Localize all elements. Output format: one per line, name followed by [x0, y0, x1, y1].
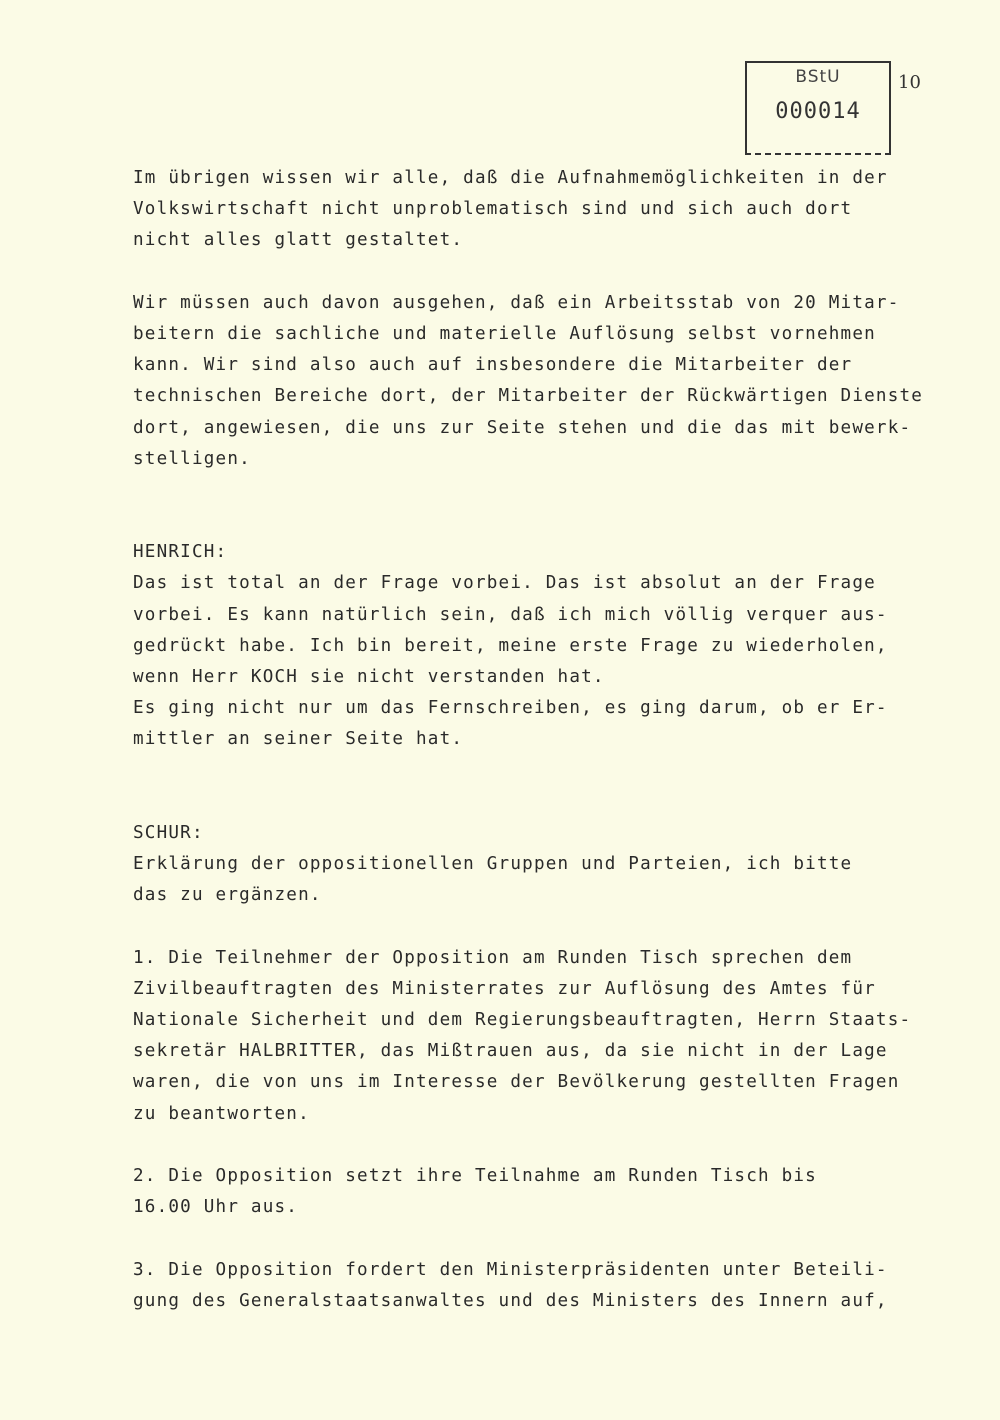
text-line: vorbei. Es kann natürlich sein, daß ich mich völlig verquer aus- — [133, 604, 888, 625]
text-line: Wir müssen auch davon ausgehen, daß ein Arbeitsstab von 20 Mitar- — [133, 292, 900, 313]
text-line: zu beantworten. — [133, 1103, 310, 1124]
document-body — [133, 163, 963, 1317]
text-line — [133, 912, 963, 943]
text-line: HENRICH: — [133, 542, 228, 563]
text-line: Zivilbeauftragten des Ministerrates zur Auflösung des Amtes für — [133, 978, 876, 999]
text-line: dort, angewiesen, die uns zur Seite stehen und die das mit bewerk- — [133, 417, 912, 438]
text-line: nicht alles glatt gestaltet. — [133, 230, 464, 251]
text-line: 1. Die Teilnehmer der Opposition am Runden Tisch sprechen dem — [133, 947, 853, 968]
text-line — [133, 756, 963, 787]
text-line: wenn Herr KOCH sie nicht verstanden hat. — [133, 667, 605, 687]
text-line: 3. Die Opposition fordert den Ministerpräsidenten unter Beteili- — [133, 1259, 888, 1280]
text-line: Nationale Sicherheit und dem Regierungsbeauftragten, Herrn Staats- — [133, 1010, 912, 1031]
text-line: sekretär HALBRITTER, das Mißtrauen aus, da sie nicht in der Lage — [133, 1041, 888, 1062]
text-line: Volkswirtschaft nicht unproblematisch sind und sich auch dort — [133, 199, 853, 220]
text-line: das zu ergänzen. — [133, 885, 322, 906]
text-line — [133, 1130, 963, 1161]
page-number: 10 — [898, 72, 921, 93]
text-line — [133, 475, 963, 506]
text-line — [133, 506, 963, 537]
text-line: 16.00 Uhr aus. — [133, 1197, 299, 1218]
text-line: technischen Bereiche dort, der Mitarbeiter der Rückwärtigen Dienste — [133, 386, 924, 407]
text-line — [133, 257, 963, 288]
text-line: gung des Generalstaatsanwaltes und des Ministers des Innern auf, — [133, 1290, 888, 1311]
text-line: mittler an seiner Seite hat. — [133, 729, 464, 750]
text-line: Es ging nicht nur um das Fernschreiben, es ging darum, ob er Er- — [133, 698, 888, 719]
text-line — [133, 787, 963, 818]
text-line: kann. Wir sind also auch auf insbesondere die Mitarbeiter der — [133, 355, 853, 376]
text-line: waren, die von uns im Interesse der Bevölkerung gestellten Fragen — [133, 1072, 900, 1093]
stamp-number: 000014 — [775, 99, 861, 124]
text-line: stelligen. — [133, 448, 251, 469]
text-line: Das ist total an der Frage vorbei. Das ist absolut an der Frage — [133, 573, 876, 594]
text-line: beitern die sachliche und materielle Auflösung selbst vornehmen — [133, 323, 876, 344]
archive-stamp — [745, 61, 891, 155]
text-line: Im übrigen wissen wir alle, daß die Aufnahmemöglichkeiten in der — [133, 168, 888, 188]
text-line — [133, 1223, 963, 1254]
stamp-label: BStU — [795, 67, 841, 87]
text-line: Erklärung der oppositionellen Gruppen und Parteien, ich bitte — [133, 854, 853, 875]
text-line: 2. Die Opposition setzt ihre Teilnahme am Runden Tisch bis — [133, 1166, 817, 1186]
text-line: gedrückt habe. Ich bin bereit, meine erste Frage zu wiederholen, — [133, 635, 888, 656]
text-line: SCHUR: — [133, 822, 204, 843]
